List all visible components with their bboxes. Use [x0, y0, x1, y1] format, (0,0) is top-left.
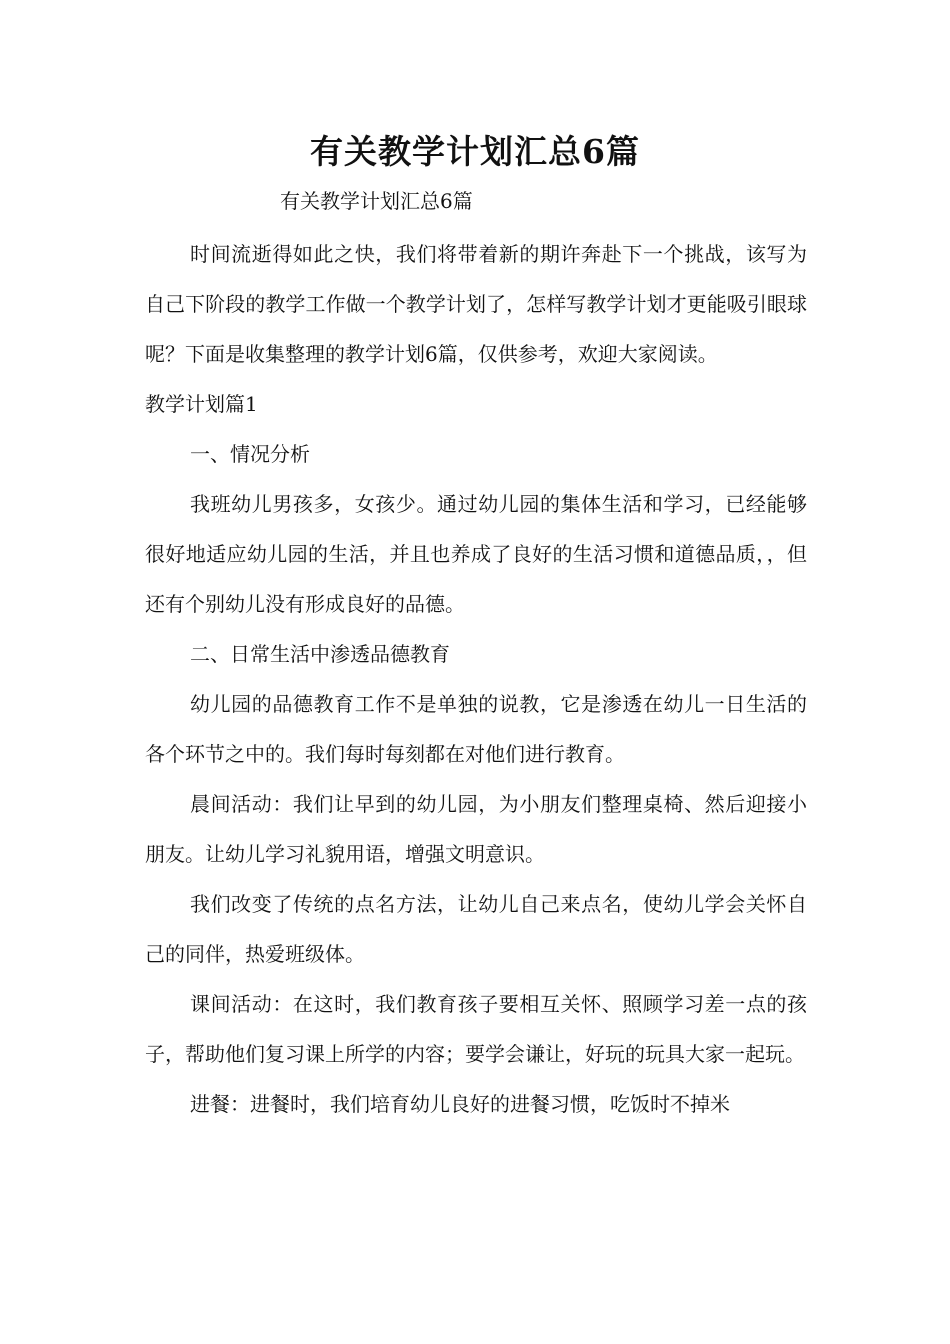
section-heading-plan-1: 教学计划篇1: [145, 392, 258, 416]
paragraph-class-situation: 我班幼儿男孩多，女孩少。通过幼儿园的集体生活和学习，已经能够很好地适应幼儿园的生活，并且也养成了良好的生活习惯和道德品质，，但还有个别幼儿没有形成良好的品德。: [145, 492, 807, 616]
paragraph-morning-activity: 晨间活动：我们让早到的幼儿园，为小朋友们整理桌椅、然后迎接小朋友。让幼儿学习礼貌用语，增强文明意识。: [145, 792, 807, 866]
subheading-situation-analysis: 一、情况分析: [190, 442, 310, 466]
document-subtitle: 有关教学计划汇总6篇: [280, 189, 473, 213]
paragraph-moral-education: 幼儿园的品德教育工作不是单独的说教，它是渗透在幼儿一日生活的各个环节之中的。我们每时每刻都在对他们进行教育。: [145, 692, 807, 766]
paragraph-meal: 进餐：进餐时，我们培育幼儿良好的进餐习惯，吃饭时不掉米: [190, 1092, 730, 1116]
document-title: 有关教学计划汇总6篇: [310, 132, 640, 171]
subheading-moral-education: 二、日常生活中渗透品德教育: [190, 642, 450, 666]
paragraph-roll-call: 我们改变了传统的点名方法，让幼儿自己来点名，使幼儿学会关怀自己的同伴，热爱班级体。: [145, 892, 807, 966]
document-body: [145, 229, 807, 1129]
paragraph-break-activity: 课间活动：在这时，我们教育孩子要相互关怀、照顾学习差一点的孩子，帮助他们复习课上所学的内容；要学会谦让，好玩的玩具大家一起玩。: [145, 992, 807, 1066]
intro-paragraph: 时间流逝得如此之快，我们将带着新的期许奔赴下一个挑战，该写为自己下阶段的教学工作做一个教学计划了，怎样写教学计划才更能吸引眼球呢？下面是收集整理的教学计划6篇，仅供参考，欢迎大家阅读。: [145, 242, 807, 366]
